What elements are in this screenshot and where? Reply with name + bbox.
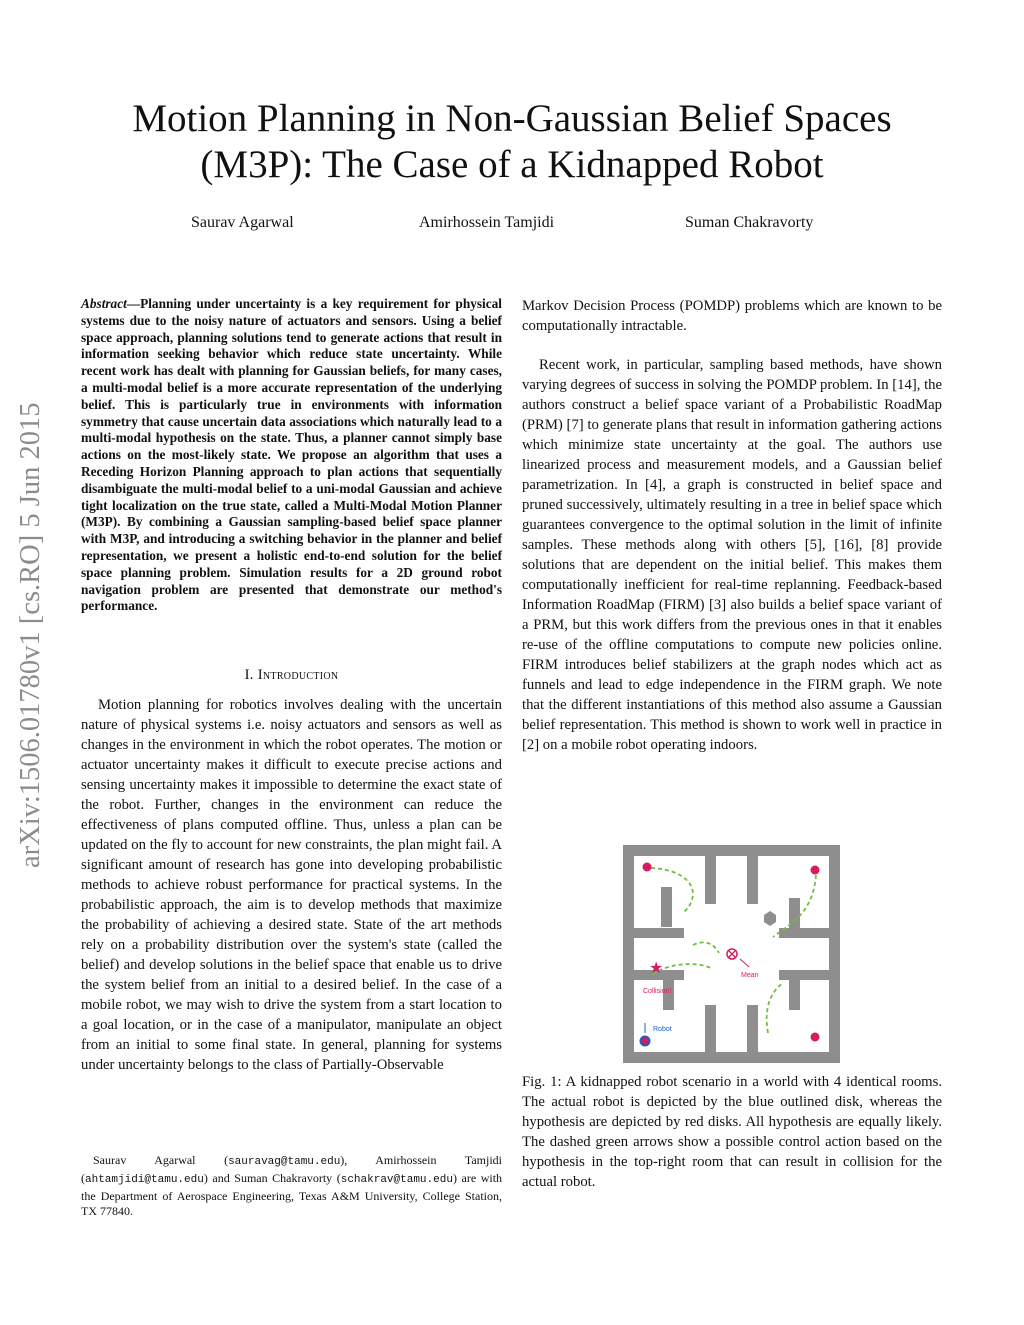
- abstract: [81, 296, 502, 615]
- footnote-email-1: sauravag@tamu.edu: [228, 1156, 341, 1168]
- paper-title-line1: Motion Planning in Non-Gaussian Belief Spaces: [132, 97, 892, 140]
- footnote-affiliation: are with the Department of Aerospace Engineering, Texas A&M University, College Station, TX 77840.: [81, 1170, 503, 1219]
- kidnapped-robot-map: [623, 845, 840, 1063]
- hypothesis-bottom-right: [811, 1033, 820, 1042]
- figure-1-caption-text: Fig. 1: A kidnapped robot scenario in a world with 4 identical rooms. The actual robot is depicted by the blue outlined disk, whereas the hypothesis are depicted by red disks. All hypothesis are equally likely. The dashed green arrows show a possible control action based on the hypothesis in the top-right room that can result in collision for the actual robot.: [522, 1074, 942, 1190]
- intro-paragraph-2-text: Recent work, in particular, sampling based methods, have shown varying degrees of success in solving the POMDP problem. In [14], the authors construct a belief space variant of a Probabilistic RoadMap (PRM) [7] to generate plans that result in information gathering actions which minimize state uncertainty at the goal. The authors use linearized process and measurement models, and a Gaussian belief parametrization. In [4], a graph is constructed in belief space and pruned successively, ultimately resulting in a tree in belief space which guarantees convergence to the optimal solution in the limit of infinite samples. These methods along with others [5], [16], [8] provide solutions that are dependent on the initial belief. This makes them computationally inefficient for real-time replanning. Feedback-based Information RoadMap (FIRM) [3] also builds a belief space variant of a PRM, but this work differs from the previous ones in that it enables re-use of the offline computations to compute new policies online. FIRM introduces belief stabilizers at the graph nodes which act as funnels and lead to edge independence in the FIRM graph. We note that the different instantiations of this method also assume a Gaussian belief representation. This method is shown to work well in practice in [2] on a mobile robot operating indoors.: [522, 357, 943, 753]
- author-3: Suman Chakravorty: [685, 214, 814, 231]
- figure-1-caption: [522, 1072, 942, 1192]
- hypothesis-top-left: [643, 863, 652, 872]
- paper-title: [60, 96, 964, 188]
- hypothesis-top-right: [811, 866, 820, 875]
- actual-robot-icon: [641, 1037, 650, 1046]
- paper-title-line2: (M3P): The Case of a Kidnapped Robot: [200, 143, 824, 186]
- footnote-email-2: ahtamjidi@tamu.edu: [85, 1173, 204, 1186]
- mean-label: Mean: [741, 972, 759, 979]
- robot-label: Robot: [653, 1026, 672, 1033]
- intro-paragraph-1: [81, 695, 502, 1075]
- author-footnote: Saurav Agarwal (sauravag@tamu.edu), Amirhossein Tamjidi (ahtamjidi@tamu.edu) and Suman Chakravorty (schakrav@tamu.edu) are with the Department of Aerospace Engineering, Texas A&M University, College Station, TX 77840.: [81, 1153, 503, 1219]
- abstract-text: —Planning under uncertainty is a key requirement for physical systems due to the noisy nature of actuators and sensors. Using a belief space approach, planning solutions tend to generate actions that result in information seeking behavior which reduce state uncertainty. While recent work has dealt with planning for Gaussian beliefs, for many cases, a multi-modal belief is a more accurate representation of the underlying belief. This is particularly true in environments with information symmetry that cause uncertain data associations which naturally lead to a multi-modal hypothesis on the state. Thus, a planner cannot simply base actions on the most-likely state. We propose an algorithm that uses a Receding Horizon Planning approach to plan actions that sequentially disambiguate the multi-modal belief to a uni-modal Gaussian and achieve tight localization on the true state, called a Multi-Modal Motion Planner (M3P). By combining a Gaussian sampling-based belief space planner with M3P, and introducing a switching behavior in the planner and belief representation, we present a holistic end-to-end solution for the belief space planning problem. Simulation results for a 2D ground robot navigation problem are presented that demonstrate our method's performance.: [81, 296, 502, 614]
- section-heading: [81, 667, 502, 684]
- arxiv-stamp: arXiv:1506.01780v1 [cs.RO] 5 Jun 2015: [15, 402, 46, 868]
- abstract-lead: Abstract: [81, 296, 127, 311]
- intro-paragraph-1-cont-text: Markov Decision Process (POMDP) problems which are known to be computationally intractable.: [522, 298, 942, 334]
- footnote-and: and: [212, 1170, 230, 1185]
- author-2: Amirhossein Tamjidi: [419, 214, 555, 231]
- intro-paragraph-1-continued: [522, 296, 942, 336]
- footnote-name-1: Saurav Agarwal: [93, 1153, 196, 1167]
- intro-paragraph-1-text: Motion planning for robotics involves dealing with the uncertain nature of physical systems i.e. noisy actuators and sensors as well as changes in the environment in which the robot operates. The motion or actuator uncertainty makes it difficult to execute precise actions and sensing uncertainty makes it impossible to determine the exact state of the robot. Further, changes in the environment can reduce the effectiveness of plans computed offline. Thus, unless a plan can be updated on the fly to account for new constraints, the plan might fail. A significant amount of research has gone into developing probabilistic methods to achieve robust performance for practical systems. In the probabilistic approach, the aim is to develop methods that maximize the probability of achieving a desired state. State of the art methods rely on a probability distribution over the system's state (called the belief) and develop solutions in the belief space that enable us to drive the system belief from an initial to a desired belief. In the case of a mobile robot, we may wish to drive the system from a start location to a goal location, or in the case of a manipulator, manipulate an object from an initial to some final state. In general, planning for systems under uncertainty belongs to the class of Partially-Observable: [81, 697, 502, 1073]
- intro-paragraph-2: [522, 355, 942, 755]
- figure-1: [623, 845, 840, 1063]
- section-number: I.: [244, 667, 254, 683]
- collision-label: Collision!: [643, 988, 672, 995]
- footnote-name-3: Suman Chakravorty: [234, 1170, 333, 1185]
- section-title: Introduction: [257, 667, 339, 683]
- author-1: Saurav Agarwal: [191, 214, 294, 231]
- collision-star-icon: ★: [649, 958, 664, 977]
- footnote-email-3: schakrav@tamu.edu: [340, 1173, 453, 1186]
- footnote-name-2: Amirhossein Tamjidi: [375, 1153, 502, 1167]
